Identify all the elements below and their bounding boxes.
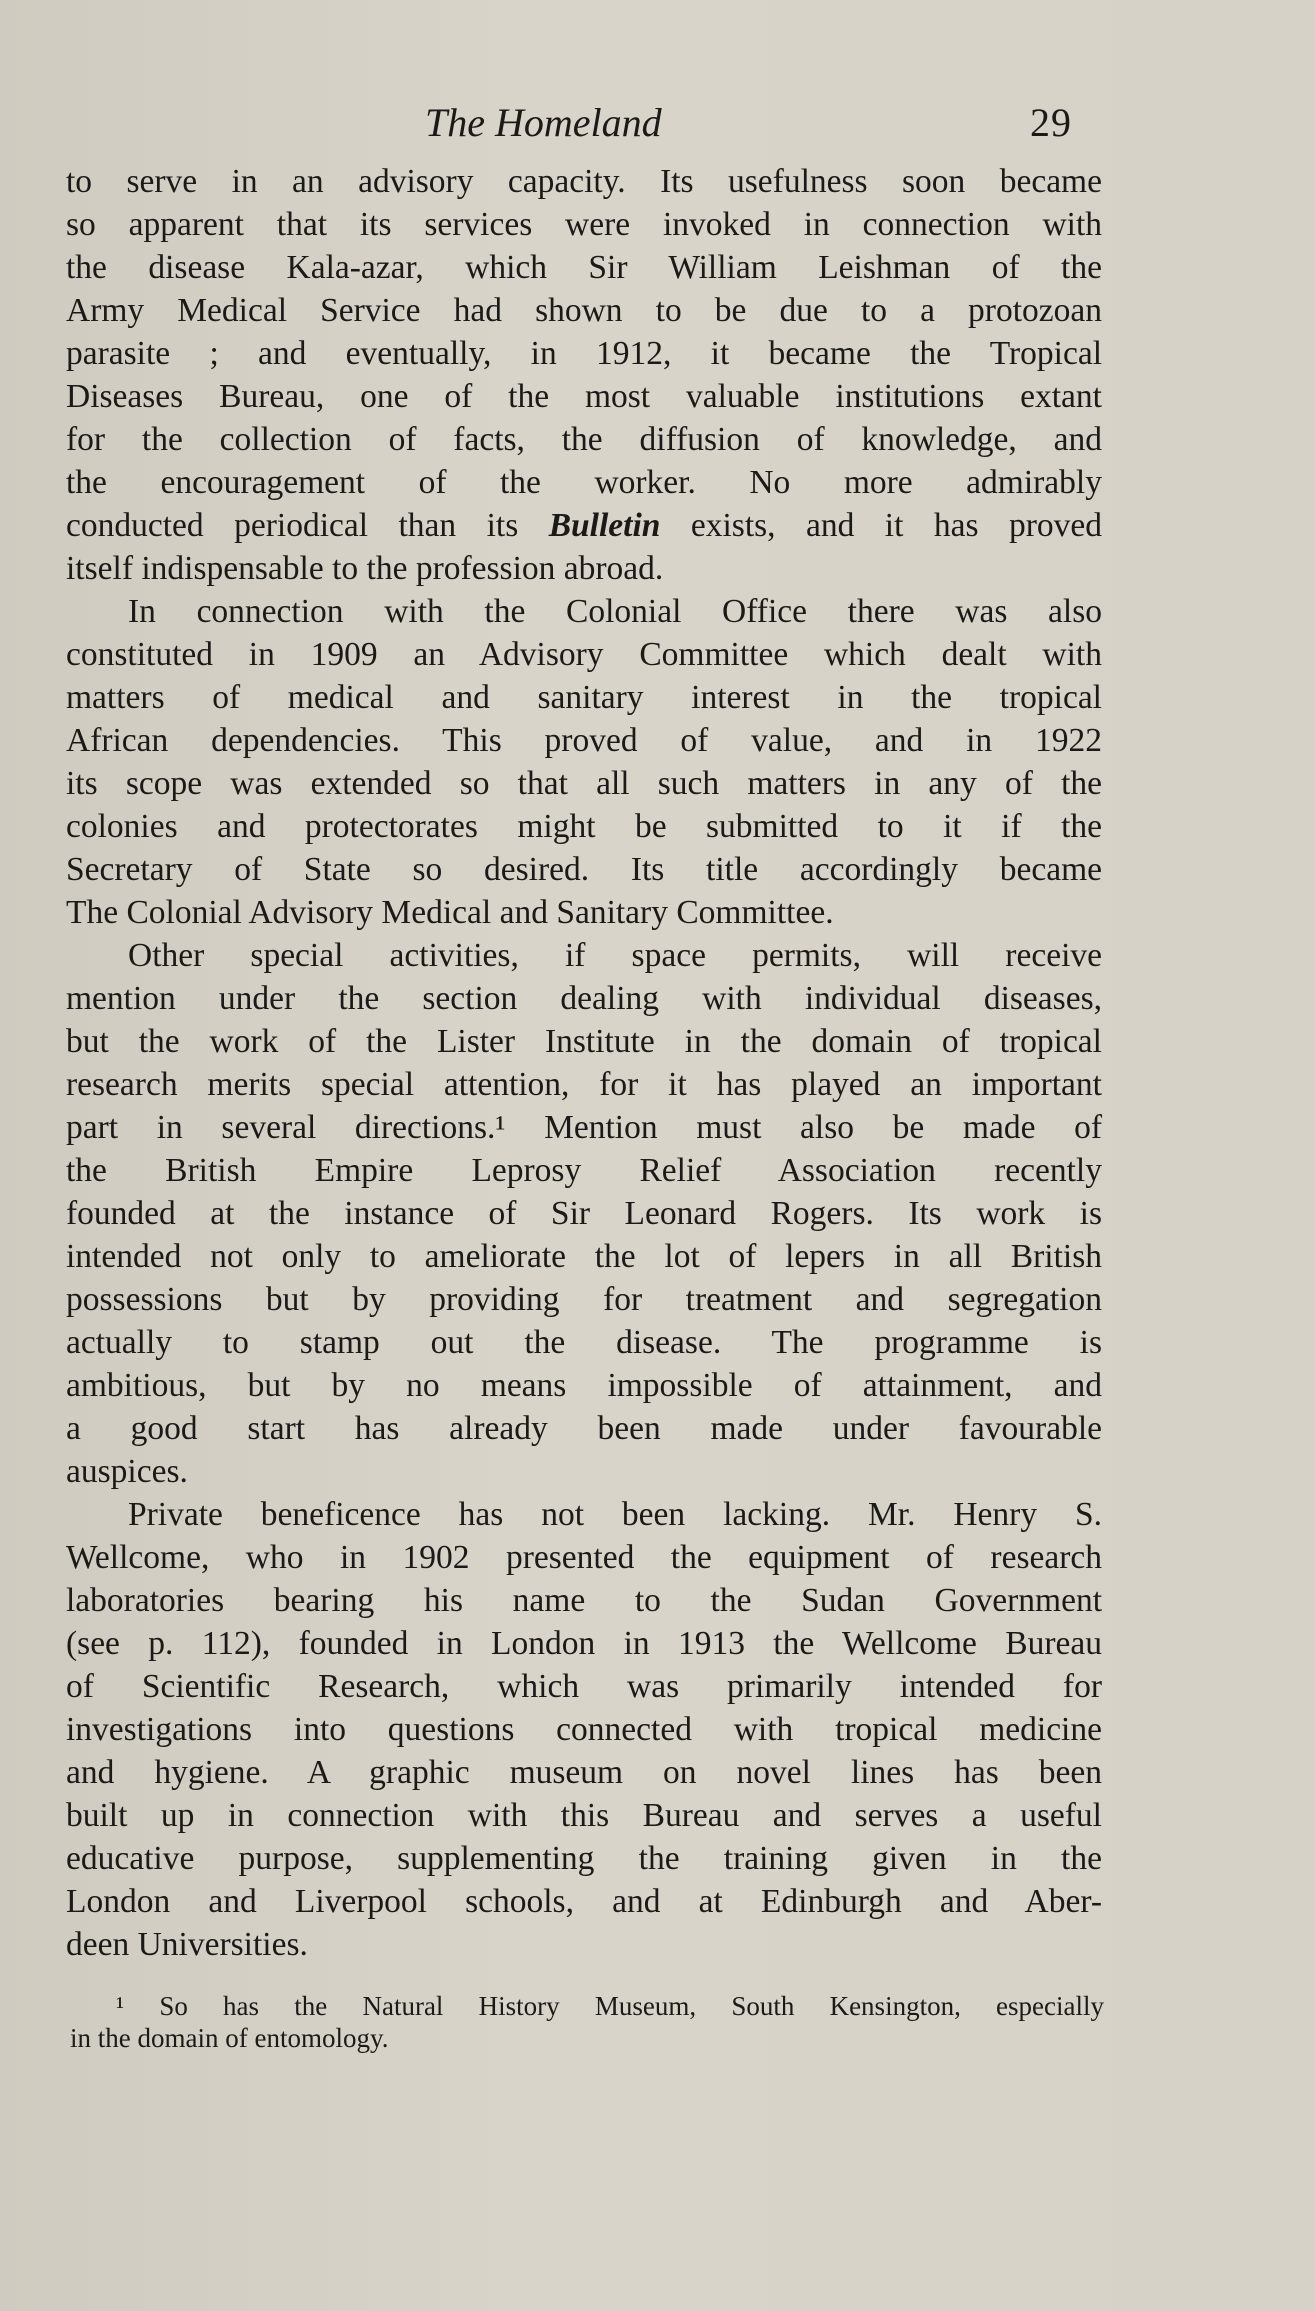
text-segment: laboratories bearing his name to the Sudan Government: [66, 1582, 1102, 1619]
italic-title: Bulletin: [548, 507, 661, 544]
text-line: [66, 805, 1102, 848]
paragraph: [66, 1493, 1102, 1966]
text-segment: possessions but by providing for treatment and segregation: [66, 1281, 1102, 1318]
text-line: [66, 762, 1102, 805]
text-segment: for the collection of facts, the diffusion of knowledge, and: [66, 421, 1102, 458]
text-segment: the encouragement of the worker. No more admirably: [66, 464, 1102, 501]
text-segment: auspices.: [66, 1453, 188, 1490]
text-line: [66, 719, 1102, 762]
text-line: [66, 1708, 1102, 1751]
text-line: [66, 1794, 1102, 1837]
text-segment: but the work of the Lister Institute in the domain of tropical: [66, 1023, 1102, 1060]
paragraph: [66, 590, 1102, 934]
text-segment: Diseases Bureau, one of the most valuable institutions extant: [66, 378, 1102, 415]
text-segment: a good start has already been made under favourable: [66, 1410, 1102, 1447]
text-segment: colonies and protectorates might be submitted to it if the: [66, 808, 1102, 845]
text-line: [66, 676, 1102, 719]
text-line: [66, 1622, 1102, 1665]
text-line: [66, 547, 1102, 590]
text-line: [66, 934, 1102, 977]
text-segment: Wellcome, who in 1902 presented the equipment of research: [66, 1539, 1102, 1576]
text-segment: parasite ; and eventually, in 1912, it became the Tropical: [66, 335, 1102, 372]
text-line: [66, 1020, 1102, 1063]
text-segment: conducted periodical than its: [66, 507, 549, 544]
text-line: [66, 891, 1102, 934]
footnote: [70, 1990, 1104, 2054]
text-segment: the British Empire Leprosy Relief Association recently: [66, 1152, 1102, 1189]
text-segment: to serve in an advisory capacity. Its usefulness soon became: [66, 163, 1102, 200]
text-line: [66, 977, 1102, 1020]
text-line: [66, 1407, 1102, 1450]
text-segment: investigations into questions connected with tropical medicine: [66, 1711, 1102, 1748]
text-line: [66, 1493, 1102, 1536]
footnote-line: in the domain of entomology.: [70, 2023, 389, 2053]
text-segment: so apparent that its services were invoked in connection with: [66, 206, 1102, 243]
text-segment: Other special activities, if space permits, will receive: [128, 937, 1102, 974]
text-segment: constituted in 1909 an Advisory Committee which dealt with: [66, 636, 1102, 673]
text-segment: The Colonial Advisory Medical and Sanitary Committee.: [66, 894, 834, 931]
paragraph: [66, 934, 1102, 1493]
text-line: [66, 1665, 1102, 1708]
text-line: [66, 289, 1102, 332]
text-line: [66, 1192, 1102, 1235]
text-segment: matters of medical and sanitary interest in the tropical: [66, 679, 1102, 716]
text-line: [66, 1321, 1102, 1364]
text-line: [66, 332, 1102, 375]
text-segment: founded at the instance of Sir Leonard Rogers. Its work is: [66, 1195, 1102, 1232]
text-segment: research merits special attention, for it has played an important: [66, 1066, 1102, 1103]
text-segment: African dependencies. This proved of value, and in 1922: [66, 722, 1102, 759]
text-segment: ambitious, but by no means impossible of attainment, and: [66, 1367, 1102, 1404]
text-line: [66, 1235, 1102, 1278]
text-line: [66, 1923, 1102, 1966]
text-line: [66, 1450, 1102, 1493]
text-line: [66, 1536, 1102, 1579]
text-line: [66, 504, 1102, 547]
text-segment: and hygiene. A graphic museum on novel lines has been: [66, 1754, 1102, 1791]
text-segment: intended not only to ameliorate the lot of lepers in all British: [66, 1238, 1102, 1275]
paragraph: [66, 160, 1102, 590]
text-segment: deen Universities.: [66, 1926, 308, 1963]
text-segment: of Scientific Research, which was primarily intended for: [66, 1668, 1102, 1705]
text-line: [66, 160, 1102, 203]
text-line: [66, 848, 1102, 891]
text-line: [66, 1880, 1102, 1923]
text-line: [66, 1149, 1102, 1192]
text-line: [66, 1837, 1102, 1880]
text-segment: built up in connection with this Bureau and serves a useful: [66, 1797, 1102, 1834]
text-segment: the disease Kala-azar, which Sir William Leishman of the: [66, 249, 1102, 286]
page-number: 29: [1030, 100, 1072, 145]
text-segment: actually to stamp out the disease. The programme is: [66, 1324, 1102, 1361]
text-segment: its scope was extended so that all such matters in any of the: [66, 765, 1102, 802]
footnote-line: ¹ So has the Natural History Museum, South Kensington, especially: [116, 1991, 1104, 2021]
text-segment: itself indispensable to the profession abroad.: [66, 550, 664, 587]
text-line: [66, 1579, 1102, 1622]
text-segment: educative purpose, supplementing the training given in the: [66, 1840, 1102, 1877]
text-line: [66, 461, 1102, 504]
text-line: [66, 203, 1102, 246]
text-line: [66, 1106, 1102, 1149]
text-segment: exists, and it has proved: [660, 507, 1102, 544]
text-line: [66, 246, 1102, 289]
text-line: [66, 375, 1102, 418]
running-title: The Homeland: [425, 100, 662, 145]
text-segment: Secretary of State so desired. Its title accordingly became: [66, 851, 1102, 888]
text-line: [66, 1364, 1102, 1407]
text-line: [66, 1278, 1102, 1321]
text-segment: London and Liverpool schools, and at Edinburgh and Aber-: [66, 1883, 1102, 1920]
text-line: [66, 1751, 1102, 1794]
text-line: [66, 1063, 1102, 1106]
text-line: [66, 418, 1102, 461]
text-segment: mention under the section dealing with individual diseases,: [66, 980, 1102, 1017]
text-segment: Private beneficence has not been lacking. Mr. Henry S.: [128, 1496, 1102, 1533]
text-segment: (see p. 112), founded in London in 1913 the Wellcome Bureau: [66, 1625, 1102, 1662]
text-segment: part in several directions.¹ Mention must also be made of: [66, 1109, 1102, 1146]
text-line: [66, 590, 1102, 633]
text-segment: Army Medical Service had shown to be due to a protozoan: [66, 292, 1102, 329]
body-text: [66, 160, 1102, 1966]
text-line: [66, 633, 1102, 676]
text-segment: In connection with the Colonial Office there was also: [128, 593, 1102, 630]
